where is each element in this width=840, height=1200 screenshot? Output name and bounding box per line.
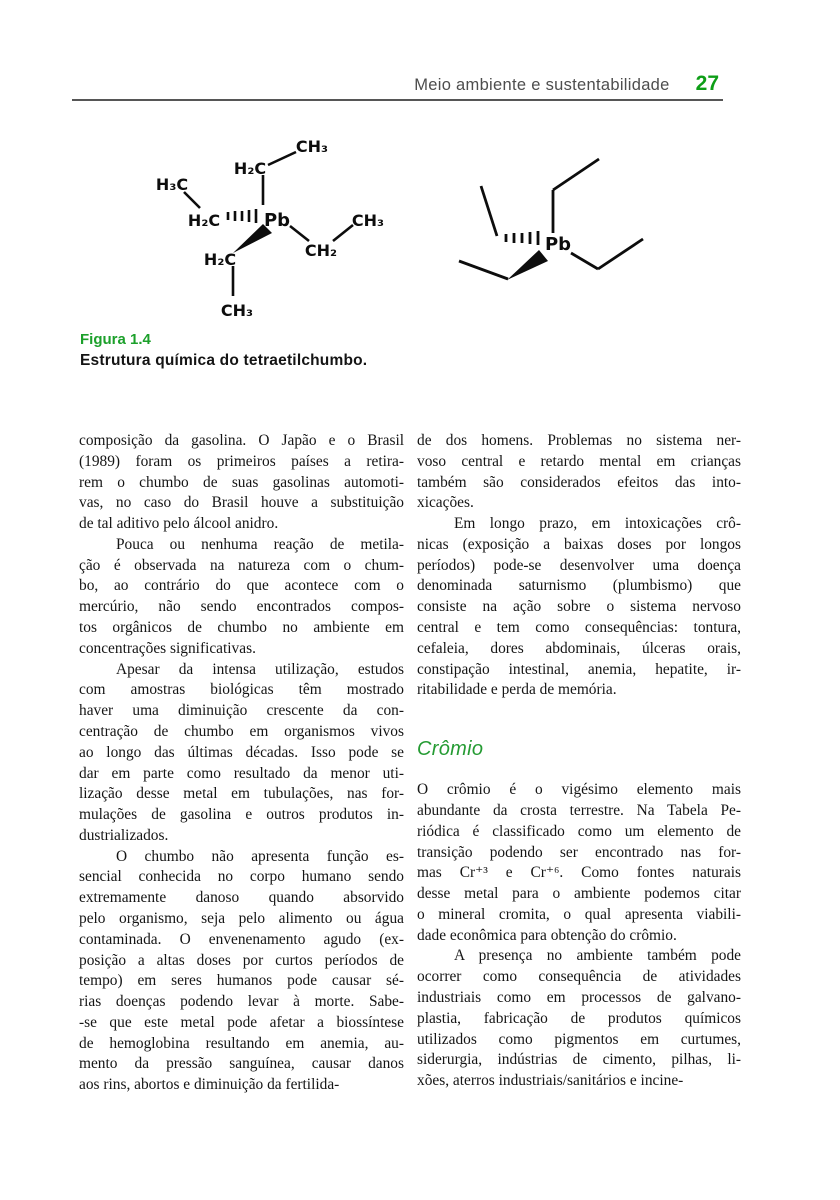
- text-line: com amostras biológicas têm mostrado: [79, 681, 404, 699]
- text-line: rias doenças podendo levar à morte. Sabe-: [79, 993, 404, 1011]
- text-line: vas, no caso do Brasil houve a substituição: [79, 494, 404, 512]
- page-number: 27: [695, 72, 719, 95]
- text-line: -se que este metal pode afetar a biossíntese: [79, 1013, 404, 1031]
- text-line: Em longo prazo, em intoxicações crô-: [454, 515, 741, 533]
- right-column-bottom: [417, 780, 741, 1092]
- text-line: voso central e retardo mental em crianças: [417, 452, 741, 470]
- text-line: mento da pressão sanguínea, causar danos: [79, 1055, 404, 1073]
- paragraph: [417, 431, 741, 514]
- text-line: desse metal para o ambiente podemos citar: [417, 885, 741, 903]
- paragraph: [79, 535, 404, 660]
- text-line: utilizados como pigmentos em curtumes,: [417, 1030, 741, 1048]
- text-line: consiste na ação sobre o sistema nervoso: [417, 598, 741, 616]
- atom-label-pb: Pb: [263, 210, 291, 231]
- text-line: mulações de gasolina e outros produtos in-: [79, 806, 404, 824]
- text-line: mercúrio, não sendo encontrados compos-: [79, 598, 404, 616]
- text-line: aos rins, abortos e diminuição da fertilida-: [79, 1076, 340, 1094]
- text-line: bo, ao contrário do que acontece com o: [79, 577, 404, 595]
- text-line: A presença no ambiente também pode: [454, 947, 741, 965]
- text-line: tos orgânicos de chumbo no ambiente em: [79, 619, 404, 637]
- running-head-title: Meio ambiente e sustentabilidade: [414, 76, 670, 94]
- text-line: rem o chumbo de suas gasolinas automoti-: [79, 473, 404, 491]
- text-line: sencial conhecida no corpo humano sendo: [79, 868, 404, 886]
- text-line: riódica é classificado como um elemento de: [417, 822, 741, 840]
- text-line: xicações.: [417, 494, 474, 512]
- figure-caption: [80, 331, 367, 370]
- text-line: xões, aterros industriais/sanitários e incine-: [417, 1072, 684, 1090]
- text-line: períodos) pode-se desenvolver uma doença: [417, 556, 741, 574]
- atom-label-h2c: H₂C: [187, 211, 221, 230]
- text-line: posição a altas doses por curtos períodos de: [79, 951, 404, 969]
- text-line: composição da gasolina. O Japão e o Brasil: [79, 432, 404, 449]
- text-line: O crômio é o vigésimo elemento mais: [417, 781, 741, 799]
- text-line: ção é observada na natureza com o chum-: [79, 556, 404, 574]
- paragraph: [79, 431, 404, 535]
- atom-label-h2c: H₂C: [203, 250, 237, 269]
- text-line: dar em parte como resultado da menor uti-: [79, 764, 404, 782]
- text-line: extremamente danoso quando absorvido: [79, 889, 404, 907]
- atom-label-ch2: CH₂: [304, 241, 338, 260]
- skeletal-structure-bonds: [459, 159, 643, 279]
- text-line: plastia, fabricação de produtos químicos: [417, 1009, 741, 1027]
- text-line: O chumbo não apresenta função es-: [116, 847, 404, 865]
- right-text-column: [417, 431, 741, 1092]
- atom-label-h3c: H₃C: [155, 175, 189, 194]
- text-line: tempo) em seres humanos pode causar sé-: [79, 972, 404, 990]
- text-line: transição podendo ser encontrado nas for-: [417, 843, 741, 861]
- text-line: concentrações significativas.: [79, 639, 256, 657]
- text-line: central e tem como consequências: tontura,: [417, 619, 741, 637]
- text-line: cefaleia, dores abdominais, úlceras orais,: [417, 639, 741, 657]
- text-line: de dos homens. Problemas no sistema ner-: [417, 432, 741, 449]
- text-line: nicas (exposição a baixas doses por longos: [417, 535, 741, 553]
- text-line: constipação intestinal, anemia, hepatite, ir-: [417, 660, 741, 678]
- figure-caption-label: Figura 1.4: [80, 331, 151, 348]
- text-line: industriais como em processos de galvano-: [417, 988, 741, 1006]
- text-line: dade econômica para obtenção do crômio.: [417, 926, 677, 944]
- text-line: ritabilidade e perda de memória.: [417, 681, 617, 699]
- text-line: Apesar da intensa utilização, estudos: [116, 660, 404, 678]
- hashed-bond: [228, 209, 256, 223]
- header-divider: [72, 99, 723, 101]
- text-line: contaminada. O envenenamento agudo (ex-: [79, 930, 404, 948]
- text-line: siderurgia, indústrias de cimento, pilhas, li-: [417, 1051, 741, 1069]
- paragraph: [417, 946, 741, 1091]
- figure-caption-text: Estrutura química do tetraetilchumbo.: [80, 352, 368, 369]
- text-line: pelo organismo, seja pelo alimento ou água: [79, 909, 404, 927]
- tetraethyllead-structures-figure: [110, 113, 760, 331]
- section-heading-cromio: Crômio: [417, 738, 484, 761]
- text-line: centração de chumbo em organismos vivos: [79, 722, 404, 740]
- atom-label-ch3: CH₃: [351, 211, 385, 230]
- paragraph: [417, 514, 741, 701]
- text-line: ao longo das últimas décadas. Isso pode se: [79, 743, 404, 761]
- page-header: [72, 72, 723, 96]
- text-line: Pouca ou nenhuma reação de metila-: [116, 535, 404, 553]
- text-line: haver uma diminuição crescente da con-: [79, 702, 404, 720]
- paragraph: [417, 780, 741, 946]
- text-line: abundante da crosta terrestre. Na Tabela Pe-: [417, 801, 741, 819]
- left-text-column: [79, 431, 404, 1096]
- wedge-bond: [507, 250, 548, 280]
- atom-label-pb: Pb: [544, 234, 572, 255]
- text-line: mas Cr⁺³ e Cr⁺⁶. Como fontes naturais: [417, 864, 741, 882]
- text-line: denominada saturnismo (plumbismo) que: [417, 577, 741, 595]
- text-line: também são considerados efeitos das into-: [417, 473, 741, 491]
- right-column-top: [417, 431, 741, 701]
- text-line: dustrializados.: [79, 826, 169, 844]
- text-line: o mineral cromita, o qual apresenta viabili-: [417, 905, 741, 923]
- text-line: ocorrer como consequência de atividades: [417, 968, 741, 986]
- hashed-bond: [506, 231, 538, 245]
- atom-label-ch3: CH₃: [220, 301, 254, 320]
- paragraph: [79, 847, 404, 1096]
- text-line: de tal aditivo pelo álcool anidro.: [79, 515, 279, 533]
- paragraph: [79, 660, 404, 847]
- text-line: (1989) foram os primeiros países a retira-: [79, 452, 404, 470]
- text-line: de hemoglobina resultando em anemia, au-: [79, 1034, 404, 1052]
- atom-label-ch3: CH₃: [295, 137, 329, 156]
- text-line: lização desse metal em tubulações, nas for-: [79, 785, 404, 803]
- atom-label-h2c: H₂C: [233, 159, 267, 178]
